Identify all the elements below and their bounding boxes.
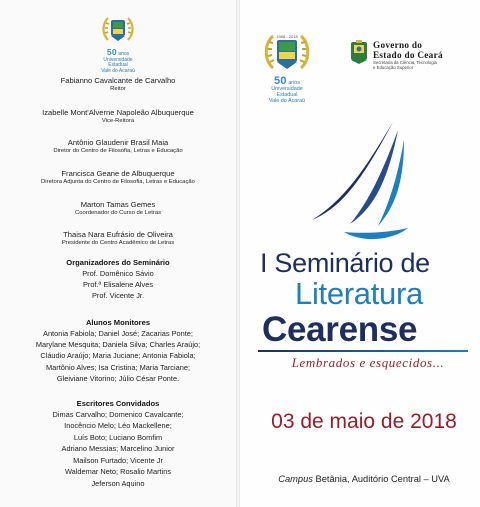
person-name: Francisca Geane de Albuquerque <box>61 169 175 178</box>
seal-caption-2: Vale do Acaraú <box>268 98 306 104</box>
title-underline <box>258 350 468 352</box>
venue-rest: Betânia, Auditório Central – UVA <box>312 474 450 484</box>
seal-year-text: 1968 - 2018 <box>276 34 298 39</box>
person-role: Presidente do Centro Acadêmico de Letras <box>61 240 175 246</box>
person-name: Marton Tamas Gemes <box>80 200 156 209</box>
person-role: Diretor do Centro de Filosofia, Letras e Educação <box>53 148 183 154</box>
state-crest-icon <box>350 40 368 64</box>
event-date: 03 de maio de 2018 <box>271 410 457 433</box>
writer-line: Inocêncio Melo; Léo Mackellene; <box>64 421 172 430</box>
seal-caption-1: Universidade Estadual <box>103 56 133 68</box>
title-line-2: Literatura <box>295 276 423 311</box>
person-name: Fabianno Cavalcante de Carvalho <box>60 76 176 85</box>
person-role: Vice-Reitora <box>101 118 135 124</box>
writer-line: Waldemar Neto; Rosalio Martins <box>64 467 172 476</box>
gov-name-1: Governo do <box>373 40 423 50</box>
gov-sub-2: e Educação Superior <box>373 65 414 70</box>
monitor-line: Marylane Mesquita; Daniela Silva; Charles Araújo; <box>35 340 201 349</box>
person-role: Coordenador do Curso de Letras <box>74 210 162 216</box>
laurel-shield-icon <box>100 14 136 44</box>
writer-line: Adriano Messias; Marcelino Junior <box>61 444 175 453</box>
writer-line: Jeferson Aquino <box>91 479 145 488</box>
organizers-title: Organizadores do Seminário <box>66 258 170 267</box>
event-venue <box>248 474 480 484</box>
seal-anos: anos <box>118 51 130 57</box>
sailboat-icon <box>300 120 430 250</box>
writer-line: Mailson Furtado; Vicente Jr <box>73 456 163 465</box>
person-name: Izabelle Mont'Alverne Napoleão Albuquerque <box>42 108 194 117</box>
person-entry <box>0 200 236 217</box>
monitor-line: Antonia Fabiola; Daniel José; Zacarias Ponte; <box>43 329 193 338</box>
monitors-title: Alunos Monitores <box>85 318 151 327</box>
title-line-3: Cearense <box>262 310 418 349</box>
gov-sub-1: Secretaria da Ciência, Tecnologia <box>373 60 437 65</box>
event-subtitle: Lembrados e esquecidos... <box>291 355 445 370</box>
writer-line: Dimas Carvalho; Domenico Cavalcante; <box>52 410 184 419</box>
person-name: Thaisa Nara Eufrásio de Oliveira <box>63 230 173 239</box>
organizer-line: Prof.ª Elisalene Alves <box>82 280 154 289</box>
organizer-line: Prof. Vicente Jr. <box>91 291 145 300</box>
government-logo <box>350 40 470 70</box>
seal-caption-1: Universidade Estadual <box>271 86 303 98</box>
monitor-line: Martônio Alves; Isa Cristina; Maria Tarciane; <box>45 363 191 372</box>
monitor-line: Gleiviane Vitorino; Júlio César Ponte. <box>56 374 180 383</box>
seal-years: 50 <box>106 47 117 57</box>
person-entry <box>0 169 236 186</box>
left-panel <box>0 0 236 507</box>
writers-title: Escritores Convidados <box>76 399 160 408</box>
seal-years: 50 <box>273 75 287 87</box>
person-name: Antônio Glaudenir Brasil Maia <box>67 138 169 147</box>
person-entry <box>0 138 236 155</box>
venue-campus: Campus <box>278 474 313 484</box>
laurel-shield-icon <box>262 32 312 72</box>
person-role: Reitor <box>110 86 126 92</box>
seal-anos: anos <box>288 80 301 86</box>
organizer-line: Prof. Domênico Sávio <box>82 269 154 278</box>
title-line-1: I Seminário de <box>260 248 430 278</box>
writer-line: Luís Boto; Luciano Bomfim <box>73 433 163 442</box>
uva-seal-big <box>262 32 312 104</box>
person-role: Diretora Adjunta do Centro de Filosofia, Letras e Educação <box>41 179 195 185</box>
gov-name-2: Estado do Ceará <box>373 50 443 60</box>
seal-caption-2: Vale do Acaraú <box>101 67 135 74</box>
person-entry <box>0 76 236 93</box>
person-entry <box>0 230 236 247</box>
monitor-line: Cláudio Araújo; Maria Juciane; Antonia Fabiola; <box>40 351 196 360</box>
person-entry <box>0 108 236 125</box>
uva-seal-small <box>100 14 136 74</box>
